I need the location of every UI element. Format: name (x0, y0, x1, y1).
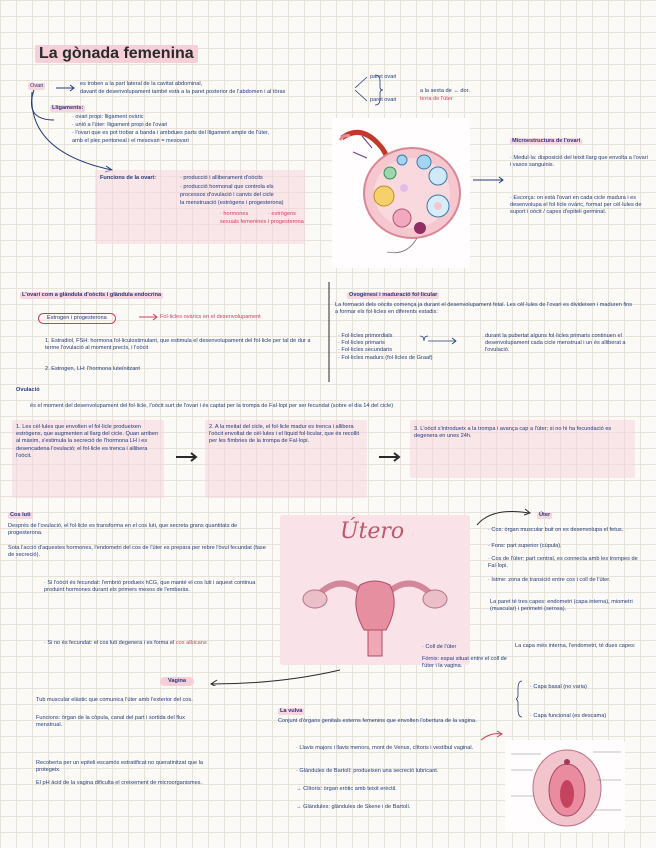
lh-item: 2. Estrogen, LH: l'hormona luteïnitzant (45, 366, 140, 372)
ovogenesi-heading: Ovogènesi i maduració fol·licular (349, 292, 438, 298)
cos-luti-fecundat: · Si l'oòcit és fecundat: l'embrió produeix hCG, que manté el cos luti i aquest continua produint hormones durant els primers mesos de l'embaràs. (44, 580, 256, 594)
funcio-8: i progesterona (268, 219, 304, 225)
medulla-text: · Medul·la: disposició del teixit llarg que envolta a l'ovari i vasos sanguinis. (510, 155, 648, 169)
cos-luti-text-2: Sota l'acció d'aquestes hormones, l'endometri del cos de l'úter es prepara per rebre l'òvul fecundat (fase de secreció). (8, 545, 266, 559)
arrow-right-icon (138, 313, 160, 321)
funcio-5: · hormones (220, 211, 249, 217)
vagina-text-2: Funcions: òrgan de la còpula, canal del part i sortida del flux menstrual. (36, 715, 185, 729)
arrow-right-icon (472, 176, 506, 184)
stage-item: · Fol·licles primordials (338, 333, 393, 339)
egg-label: Estrogen i progesterona (38, 313, 116, 324)
cos-luti-heading: Cos luti (10, 512, 31, 518)
vagina-text-1: Tub muscular elàstic que comunica l'úter amb l'exterior del cos. (36, 697, 193, 703)
uter-point-6: La capa més interna, l'endometri, té dues capes: (515, 643, 636, 649)
ovari-desc-1: es troben a la part lateral de la cavitat abdominal, (80, 81, 203, 87)
stage-note: durant la pubertat alguns fol·licles primaris continuen el desenvolupament cada cicle menstrual i un és alliberat a l'ovulació. (485, 333, 626, 354)
funcio-2: · producció hormonal que controla els (180, 184, 274, 190)
no-fecundat-text: · Si no és fecundat: el cos luti degenera i es forma el (44, 640, 175, 646)
funcio-3: processos d'ovulació i canvis del cicle (180, 192, 274, 198)
funcio-6: sexuals femenines (220, 219, 267, 225)
stage-item: · Fol·licles secundaris (338, 347, 393, 354)
vagina-text-3: Recoberta per un epiteli escamós estratificat no queratinitzat que la protegeix. (36, 760, 203, 774)
capa-funcional: · Capa funcional (es descama) (530, 713, 607, 719)
stage-item: · Fol·licles madurs (fol·licles de Graaf) (338, 354, 433, 361)
page-title: La gònada femenina (35, 45, 198, 63)
ovulacio-desc: és el moment del desenvolupament del fol·licle, l'oòcit surt de l'ovari i és captat per la trompa de Fal·lopi per ser fecundat (sobre el dia 14 del cicle) (30, 403, 394, 409)
vulva-text-5: → Glàndules: glàndules de Skene i de Bartolí. (296, 804, 411, 810)
microestructura-heading: Microestructura de l'ovari (512, 138, 581, 144)
step-1-text: 1. Les cèl·lules que envolten el fol·licle produeixen estrògens, que augmenten al llarg del cicle. Quan arriben al màxim, s'estimula la secreció de l'hormona LH i es desencadena l'ovulació; el fol·licle es trenca i allibera l'oòcit. (16, 424, 159, 459)
egg-note: Fol·licles ovàrics en el desenvolupament (160, 314, 261, 320)
glandula-heading: L'ovari com a glàndula d'oòcits i glàndula endocrina (22, 292, 162, 298)
step-3-text: 3. L'oòcit s'introdueix a la trompa i avança cap a l'úter; si no hi ha fecundació es degenera en unes 24h. (414, 426, 612, 440)
ligament-3: · l'ovari que es pot trobar a banda i ambdues parts del lligament ample de l'úter, (72, 130, 270, 136)
bracket-icon (418, 334, 458, 348)
vulva-text-4: → Clítoris: òrgan eròtic amb teixit erèctil. (296, 786, 397, 792)
ligament-4: amb el plec peritoneal i el mesovari = mesovari (72, 138, 189, 144)
beside-note-1: a la sexta de ↔ dor. (420, 88, 470, 94)
divider-line (327, 282, 331, 382)
capa-basal: · Capa basal (no varia) (530, 684, 587, 690)
cos-luti-no-fecundat (44, 640, 207, 647)
ovulacio-heading: Ovulació (16, 387, 40, 393)
ovari-desc-2: davant de desenvolupament també està a la paret posterior de l'abdomen i al tòrax (80, 89, 286, 95)
stage-item: · Fol·licles primaris (338, 340, 385, 347)
step-2-text: 2. A la meitat del cicle, el fol·licle madur es trenca i allibera l'oòcit envoltat de cèl·lules i el líquid fol·licular, que és recollit per les fímbries de la trompa de Fal·lopi. (209, 424, 359, 445)
vulva-heading: La vulva (280, 708, 303, 714)
ovogenesi-text: La formació dels oòcits comença ja durant el desenvolupament fetal. Les cèl·lules de l'ovari es divideixen i maduren fins a formar els fol·licles en diferents estadis: (335, 302, 633, 316)
uter-heading: Úter (539, 512, 551, 518)
bracket-icon (353, 73, 383, 107)
fsh-item: 1. Estradiol, FSH: hormona fol·liculostimulant, que estimula el desenvolupament del fol·licle per tal de dur a terme l'ovulació al moment precís, i l'oòcit (45, 338, 311, 352)
uter-point-1: · Cos: òrgan muscular buit on es desenvolupa el fetus. (488, 527, 624, 533)
fornix-note: Fórnix: espai situat entre el coll de l'úter i la vagina. (422, 656, 507, 670)
uterus-title: Útero (340, 519, 405, 544)
coll-uter: · Coll de l'úter (422, 644, 457, 650)
escorca-text: · Escorça: on està l'ovari en cada cicle madura i es desenvolupa el fol·licle ovàric, format per cèl·lules de suport i oòcit / capes d'epiteli germinal. (510, 195, 642, 216)
funcio-4: la menstruació (estrògens i progesterona) (180, 200, 284, 206)
vulva-text-2: · Llavis majors i llavis menors, mont de Venus, clítoris i vestíbul vaginal. (296, 745, 474, 751)
funcions-heading: Funcions de la ovari: (100, 175, 156, 181)
arrow-right-icon (175, 452, 199, 462)
funcio-7: · estrògens (268, 211, 296, 217)
ovari-label: Ovari (30, 83, 44, 89)
ligament-2: · unió a l'úter: lligament propi de l'ovari (72, 122, 168, 128)
arrow-right-icon (378, 452, 402, 462)
beside-note-2: terra de l'úter (420, 96, 453, 102)
vulva-illustration (505, 740, 625, 832)
vagina-heading: Vagina (160, 677, 194, 686)
cos-luti-text-1: Després de l'ovulació, el fol·licle es transforma en el cos luti, que secreta grans quantitats de progesterona. (8, 523, 238, 537)
uterus-illustration (280, 515, 470, 665)
cos-albicans: cos albicans (175, 640, 207, 646)
funcio-1: · producció i alliberament d'oòcits (180, 175, 263, 181)
uter-point-4: · Istme: zona de transició entre cos i coll de l'úter. (488, 577, 611, 583)
ligament-1: · ovari propi: lligament ovàric (72, 114, 144, 120)
beside-label-2: paret ovari (370, 97, 397, 103)
ovary-illustration (332, 118, 470, 268)
vagina-text-4: El pH àcid de la vagina dificulta el creixement de microorganismes. (36, 780, 203, 786)
bracket-icon (516, 680, 528, 718)
uter-point-2: · Fons: part superior (cúpula). (488, 543, 562, 549)
arrow-left-icon (205, 668, 345, 686)
ligaments-heading: Lligaments: (52, 105, 84, 111)
curved-arrow-icon (475, 505, 535, 529)
vulva-text-1: Conjunt d'òrgans genitals externs femenins que envolten l'obertura de la vagina. (278, 718, 477, 724)
beside-label-1: paret ovari (370, 74, 397, 80)
vulva-text-3: · Glàndules de Bartolí: produeixen una secreció lubricant. (296, 768, 439, 774)
uter-point-3: · Cos de l'úter: part central, es connecta amb les trompes de Fal·lopi. (488, 556, 638, 570)
uter-point-5: La paret té tres capes: endometri (capa interna), miometri (muscular) i perimetri (serosa). (490, 599, 633, 613)
arrow-right-icon (480, 730, 504, 742)
